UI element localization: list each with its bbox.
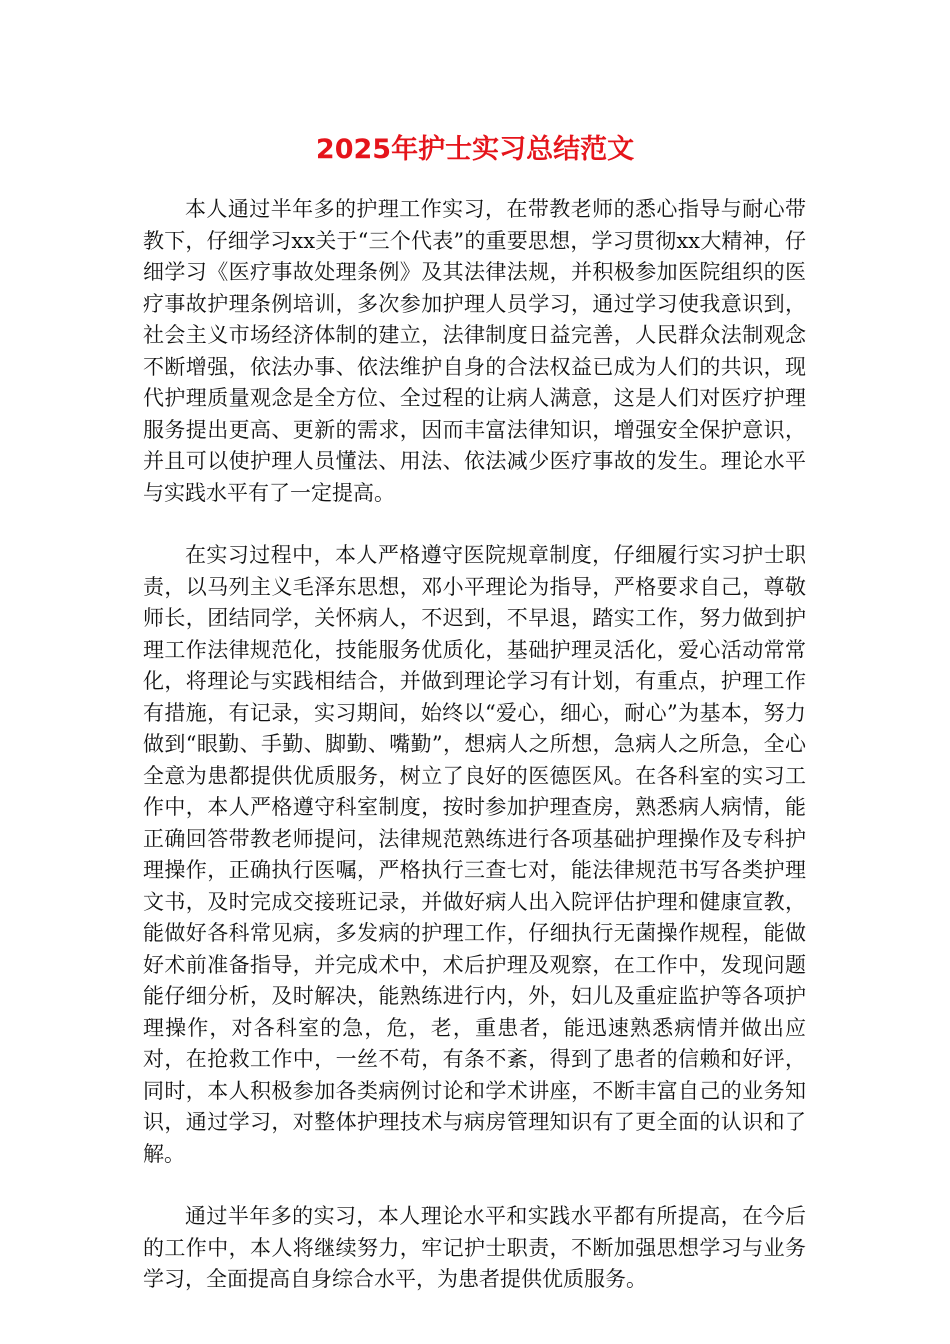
document-title: 2025年护士实习总结范文 xyxy=(315,134,635,165)
document-body xyxy=(143,194,806,1296)
paragraph-2: 在实习过程中，本人严格遵守医院规章制度，仔细履行实习护士职责，以马列主义毛泽东思想，邓小平理论为指导，严格要求自己，尊敬师长，团结同学，关怀病人，不迟到，不早退，踏实工作，努力做到护理工作法律规范化，技能服务优质化，基础护理灵活化，爱心活动常常化，将理论与实践相结合，并做到理论学习有计划，有重点，护理工作有措施，有记录，实习期间，始终以“爱心，细心，耐心”为基本，努力做到“眼勤、手勤、脚勤、嘴勤”，想病人之所想，急病人之所急，全心全意为患都提供优质服务，树立了良好的医德医风。在各科室的实习工作中，本人严格遵守科室制度，按时参加护理查房，熟悉病人病情，能正确回答带教老师提问，法律规范熟练进行各项基础护理操作及专科护理操作，正确执行医嘱，严格执行三查七对，能法律规范书写各类护理文书，及时完成交接班记录，并做好病人出入院评估护理和健康宣教，能做好各科常见病，多发病的护理工作，仔细执行无菌操作规程，能做好术前准备指导，并完成术中，术后护理及观察，在工作中，发现问题能仔细分析，及时解决，能熟练进行内，外，妇儿及重症监护等各项护理操作，对各科室的急，危，老，重患者，能迅速熟悉病情并做出应对，在抢救工作中，一丝不苟，有条不紊，得到了患者的信赖和好评，同时，本人积极参加各类病例讨论和学术讲座，不断丰富自己的业务知识，通过学习，对整体护理技术与病房管理知识有了更全面的认识和了解。 xyxy=(143,543,806,1166)
paragraph-1: 本人通过半年多的护理工作实习，在带教老师的悉心指导与耐心带教下，仔细学习xx关于“三个代表”的重要思想，学习贯彻xx大精神，仔细学习《医疗事故处理条例》及其法律法规，并积极参加医院组织的医疗事故护理条例培训，多次参加护理人员学习，通过学习使我意识到，社会主义市场经济体制的建立，法律制度日益完善，人民群众法制观念不断增强，依法办事、依法维护自身的合法权益已成为人们的共识，现代护理质量观念是全方位、全过程的让病人满意，这是人们对医疗护理服务提出更高、更新的需求，因而丰富法律知识，增强安全保护意识，并且可以使护理人员懂法、用法、依法减少医疗事故的发生。理论水平与实践水平有了一定提高。 xyxy=(143,197,806,505)
paragraph-3: 通过半年多的实习，本人理论水平和实践水平都有所提高，在今后的工作中，本人将继续努力，牢记护士职责，不断加强思想学习与业务学习，全面提高自身综合水平，为患者提供优质服务。 xyxy=(143,1204,806,1291)
